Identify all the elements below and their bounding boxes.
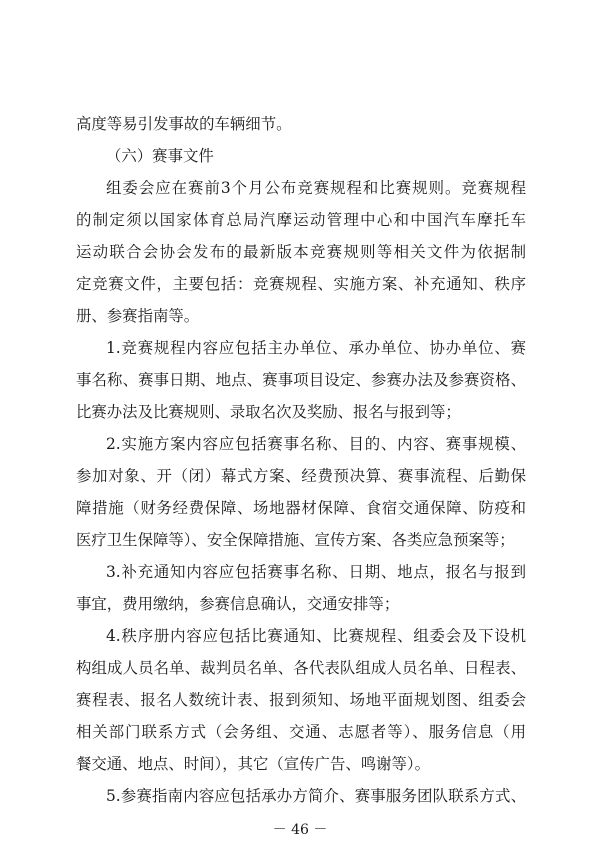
text-line: 4.秩序册内容应包括比赛通知、比赛规程、组委会及下设机 <box>106 627 526 645</box>
page-number: － 46 － <box>272 822 328 838</box>
text-line: 餐交通、地点、时间），其它（宣传广告、鸣谢等）。 <box>76 755 430 773</box>
text-line: 参加对象、开（闭）幕式方案、经费预决算、赛事流程、后勤保 <box>76 467 526 485</box>
text-line: 障措施（财务经费保障、场地器材保障、食宿交通保障、防疫和 <box>76 499 526 517</box>
text-line: 事宜，费用缴纳，参赛信息确认，交通安排等； <box>76 595 400 613</box>
text-line: 组委会应在赛前3个月公布竞赛规程和比赛规则。竞赛规程 <box>106 179 526 197</box>
text-line: 定竞赛文件，主要包括：竞赛规程、实施方案、补充通知、秩序 <box>76 275 526 293</box>
text-line: 2.实施方案内容应包括赛事名称、目的、内容、赛事规模、 <box>106 435 526 453</box>
text-line: 1.竞赛规程内容应包括主办单位、承办单位、协办单位、赛 <box>106 339 526 357</box>
section-heading: （六）赛事文件 <box>106 147 214 165</box>
text-line: 比赛办法及比赛规则、录取名次及奖励、报名与报到等； <box>76 403 461 421</box>
text-line: 运动联合会协会发布的最新版本竞赛规则等相关文件为依据制 <box>76 243 526 261</box>
text-line: 高度等易引发事故的车辆细节。 <box>76 115 292 133</box>
text-line: 相关部门联系方式（会务组、交通、志愿者等）、服务信息（用 <box>76 723 526 741</box>
text-line: 5.参赛指南内容应包括承办方简介、赛事服务团队联系方式、 <box>106 787 526 805</box>
text-line: 的制定须以国家体育总局汽摩运动管理中心和中国汽车摩托车 <box>76 211 526 229</box>
text-line: 事名称、赛事日期、地点、赛事项目设定、参赛办法及参赛资格、 <box>76 371 526 389</box>
text-line: 构组成人员名单、裁判员名单、各代表队组成人员名单、日程表、 <box>76 659 526 677</box>
text-line: 3.补充通知内容应包括赛事名称、日期、地点，报名与报到 <box>106 563 526 581</box>
text-line: 赛程表、报名人数统计表、报到须知、场地平面规划图、组委会 <box>76 691 526 709</box>
text-line: 册、参赛指南等。 <box>76 307 200 325</box>
text-line: 医疗卫生保障等）、安全保障措施、宣传方案、各类应急预案等； <box>76 531 515 549</box>
